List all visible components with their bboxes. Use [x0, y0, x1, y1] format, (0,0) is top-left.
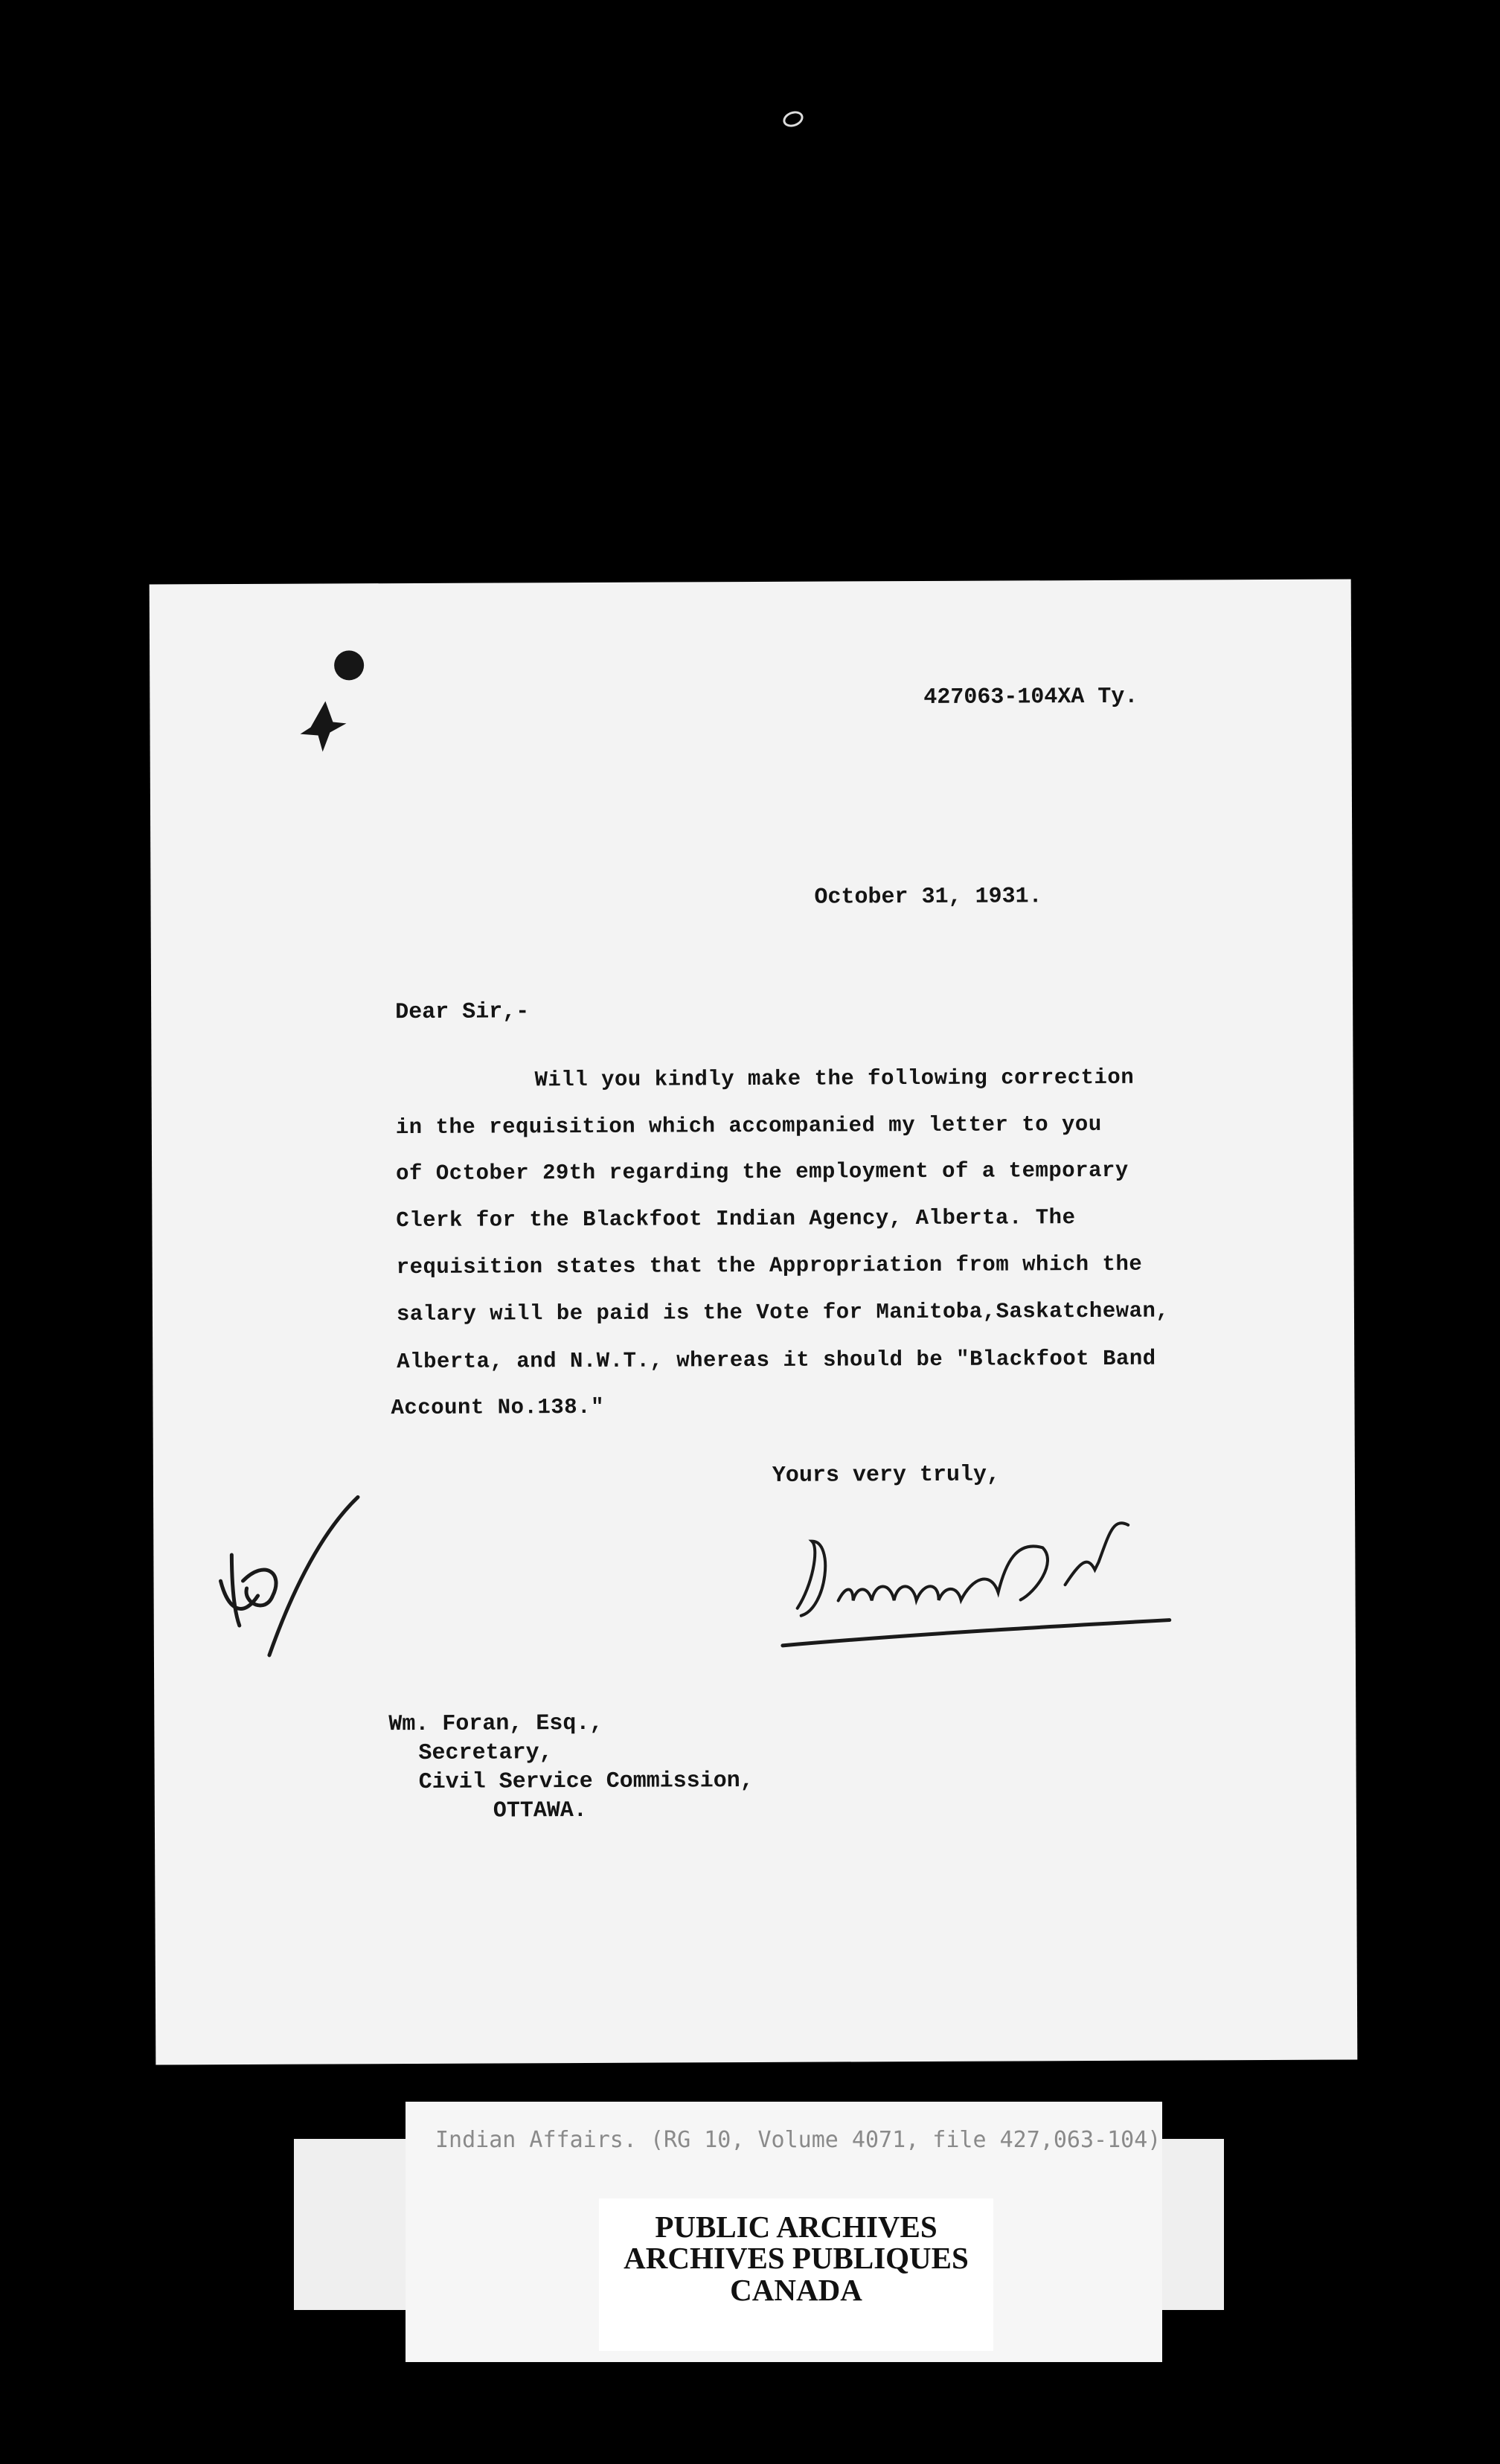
- letter-date: October 31, 1931.: [814, 884, 1042, 911]
- body-line: in the requisition which accompanied my letter to you: [395, 1111, 1102, 1140]
- body-line: Clerk for the Blackfoot Indian Agency, Alberta. The: [396, 1205, 1076, 1233]
- salutation: Dear Sir,-: [395, 999, 530, 1026]
- archive-slip: [406, 2102, 1162, 2362]
- body-line: Alberta, and N.W.T., whereas it should be "Blackfoot Band: [397, 1346, 1156, 1375]
- punch-hole: [334, 650, 364, 680]
- archive-stamp: [599, 2198, 993, 2351]
- closing: Yours very truly,: [772, 1462, 1001, 1489]
- addressee-title: Secretary,: [418, 1740, 553, 1766]
- signature: [767, 1495, 1229, 1661]
- body-line: of October 29th regarding the employment of a temporary: [396, 1158, 1129, 1187]
- letter-page: [150, 579, 1358, 2064]
- ink-mark-icon: [297, 686, 349, 753]
- reference-number: 427063-104XA Ty.: [923, 684, 1138, 710]
- body-line: Account No.138.": [391, 1394, 605, 1421]
- stamp-line: ARCHIVES PUBLIQUES: [624, 2241, 969, 2275]
- marginal-initials: [198, 1483, 370, 1678]
- archive-caption: Indian Affairs. (RG 10, Volume 4071, file 427,063-104): [435, 2127, 1161, 2153]
- body-line: requisition states that the Appropriation from which the: [396, 1251, 1143, 1280]
- stamp-line: PUBLIC ARCHIVES: [655, 2210, 938, 2244]
- addressee-org: Civil Service Commission,: [418, 1768, 754, 1795]
- addressee-name: Wm. Foran, Esq.,: [388, 1710, 603, 1738]
- addressee-block: [388, 1709, 754, 1826]
- stamp-line: CANADA: [730, 2273, 862, 2307]
- addressee-city: OTTAWA.: [493, 1797, 587, 1824]
- body-line: Will you kindly make the following correction: [534, 1065, 1135, 1093]
- body-line: salary will be paid is the Vote for Manitoba,Saskatchewan,: [396, 1298, 1170, 1327]
- film-speck: [781, 109, 805, 129]
